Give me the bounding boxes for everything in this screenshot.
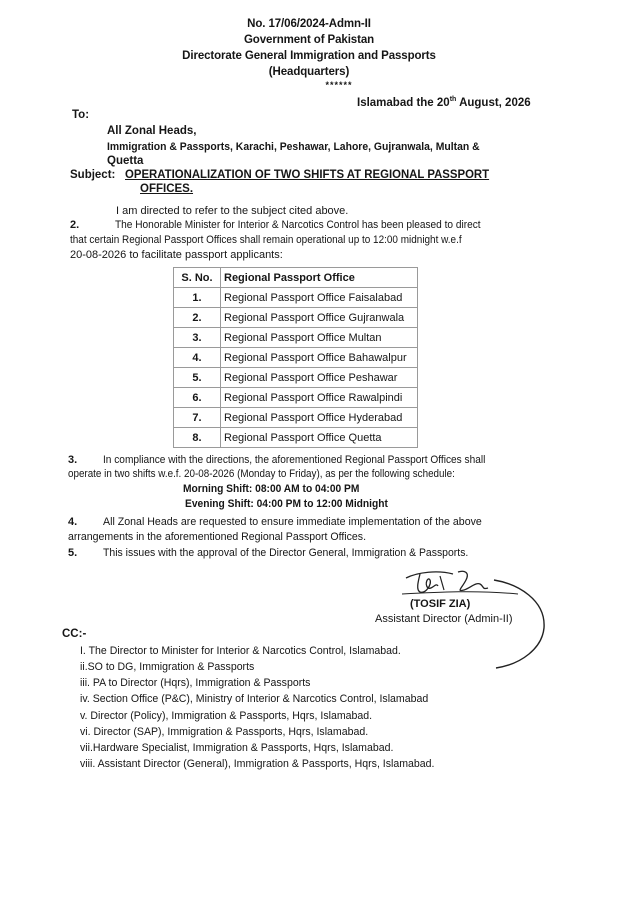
table-row: [174, 388, 418, 408]
table-row: [174, 308, 418, 328]
letter-date: Islamabad the 20th August, 2026: [357, 96, 531, 109]
cc-item: vi. Director (SAP), Immigration & Passports, Hqrs, Islamabad.: [80, 726, 369, 738]
cc-item: vii.Hardware Specialist, Immigration & Passports, Hqrs, Islamabad.: [80, 742, 394, 754]
paragraph-4-number: 4.: [68, 516, 78, 528]
cc-item: v. Director (Policy), Immigration & Passports, Hqrs, Islamabad.: [80, 710, 373, 722]
row-office: Regional Passport Office Hyderabad: [221, 408, 418, 428]
cc-item: iv. Section Office (P&C), Ministry of Interior & Narcotics Control, Islamabad: [80, 693, 429, 705]
paragraph-3-line-2: operate in two shifts w.e.f. 20-08-2026 (Monday to Friday), as per the following schedule:: [68, 468, 455, 480]
table-row: [174, 368, 418, 388]
morning-shift: Morning Shift: 08:00 AM to 04:00 PM: [183, 483, 360, 495]
paragraph-4-line-1: All Zonal Heads are requested to ensure immediate implementation of the above: [103, 516, 482, 528]
recipient-line-1: All Zonal Heads,: [107, 125, 197, 137]
row-sno: 1.: [174, 288, 221, 308]
signatory-title: Assistant Director (Admin-II): [375, 613, 513, 625]
paragraph-5-number: 5.: [68, 547, 78, 559]
cc-item: I. The Director to Minister for Interior & Narcotics Control, Islamabad.: [80, 645, 401, 657]
paragraph-2-line-1: The Honorable Minister for Interior & Narcotics Control has been pleased to direct: [115, 219, 481, 231]
signatory-name: (TOSIF ZIA): [410, 598, 471, 610]
row-office: Regional Passport Office Faisalabad: [221, 288, 418, 308]
row-office: Regional Passport Office Multan: [221, 328, 418, 348]
row-office: Regional Passport Office Gujranwala: [221, 308, 418, 328]
paragraph-2-line-2: that certain Regional Passport Offices shall remain operational up to 12:00 midnight w.e.f: [70, 234, 462, 246]
row-sno: 4.: [174, 348, 221, 368]
paragraph-3-line-1: In compliance with the directions, the aforementioned Regional Passport Offices shall: [103, 454, 486, 466]
row-sno: 3.: [174, 328, 221, 348]
row-office: Regional Passport Office Bahawalpur: [221, 348, 418, 368]
reference-number: No. 17/06/2024-Admn-II: [247, 18, 371, 30]
paragraph-2-number: 2.: [70, 219, 80, 231]
row-sno: 2.: [174, 308, 221, 328]
row-sno: 7.: [174, 408, 221, 428]
evening-shift: Evening Shift: 04:00 PM to 12:00 Midnight: [185, 498, 388, 510]
paragraph-4-line-2: arrangements in the aforementioned Regional Passport Offices.: [68, 531, 367, 543]
table-row: [174, 328, 418, 348]
paragraph-3-number: 3.: [68, 454, 78, 466]
government-title: Government of Pakistan: [243, 34, 375, 46]
cc-label: CC:-: [62, 628, 87, 640]
row-office: Regional Passport Office Rawalpindi: [221, 388, 418, 408]
cc-item: ii.SO to DG, Immigration & Passports: [80, 661, 255, 673]
row-office: Regional Passport Office Peshawar: [221, 368, 418, 388]
directorate-title: Directorate General Immigration and Passports: [182, 50, 436, 62]
to-label: To:: [72, 109, 90, 121]
table-row: [174, 408, 418, 428]
subject-label: Subject:: [70, 169, 116, 181]
row-sno: 8.: [174, 428, 221, 448]
paragraph-5-line-1: This issues with the approval of the Director General, Immigration & Passports.: [103, 547, 469, 559]
row-office: Regional Passport Office Quetta: [221, 428, 418, 448]
table-row: [174, 348, 418, 368]
subject-line-2: OFFICES.: [140, 183, 194, 195]
subject-line-1: OPERATIONALIZATION OF TWO SHIFTS AT REGIONAL PASSPORT: [125, 169, 490, 181]
recipient-line-3: Quetta: [107, 155, 144, 167]
table-row: [174, 428, 418, 448]
recipient-line-2: Immigration & Passports, Karachi, Peshawar, Lahore, Gujranwala, Multan &: [107, 141, 480, 153]
table-row: [174, 288, 418, 308]
cc-item: iii. PA to Director (Hqrs), Immigration & Passports: [80, 677, 311, 689]
header-stars: ******: [325, 80, 353, 90]
cc-item: viii. Assistant Director (General), Immigration & Passports, Hqrs, Islamabad.: [80, 758, 435, 770]
paragraph-1: I am directed to refer to the subject cited above.: [116, 205, 349, 217]
table-header-row: [174, 268, 418, 288]
row-sno: 6.: [174, 388, 221, 408]
paragraph-2-line-3: 20-08-2026 to facilitate passport applicants:: [70, 249, 283, 261]
headquarters-label: (Headquarters): [268, 66, 350, 78]
column-header-sno: S. No.: [174, 268, 221, 288]
row-sno: 5.: [174, 368, 221, 388]
regional-offices-table: [173, 267, 418, 448]
column-header-office: Regional Passport Office: [221, 268, 418, 288]
